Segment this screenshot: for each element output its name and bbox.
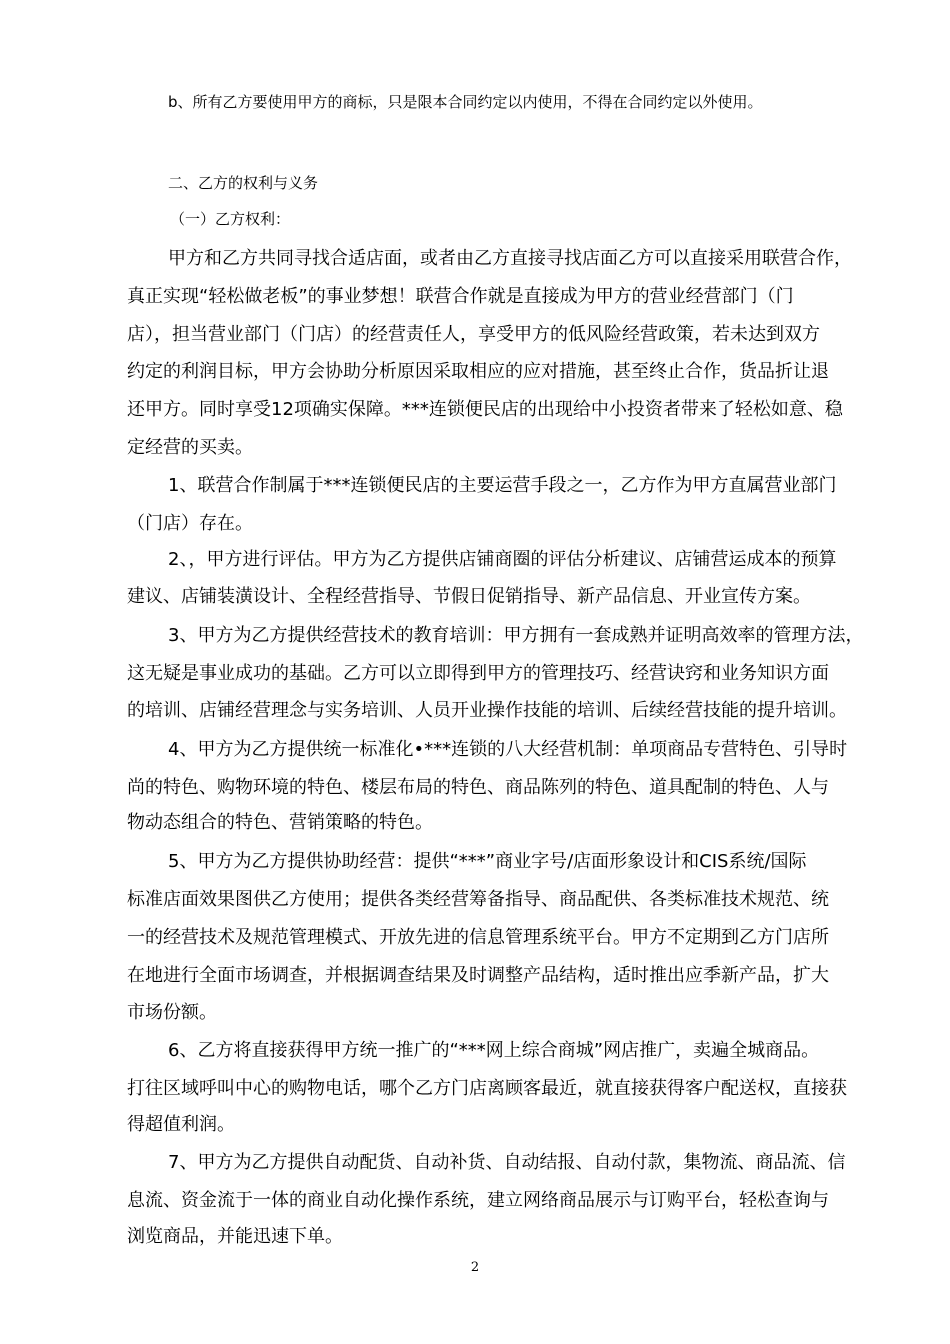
item-4-line: 4、甲方为乙方提供统一标准化•***连锁的八大经营机制：单项商品专营特色、引导时 (168, 739, 848, 760)
paragraph-line: 定经营的买卖。 (127, 437, 253, 458)
paragraph-line: 店），担当营业部门（门店）的经营责任人，享受甲方的低风险经营政策，若未达到双方 (127, 324, 820, 345)
item-6-line: 6、乙方将直接获得甲方统一推广的“***网上综合商城”网店推广，卖遍全城商品。 (168, 1040, 820, 1061)
item-7-line: 7、甲方为乙方提供自动配货、自动补货、自动结报、自动付款，集物流、商品流、信 (168, 1152, 846, 1173)
item-2-line: 建议、店铺装潢设计、全程经营指导、节假日促销指导、新产品信息、开业宣传方案。 (127, 586, 811, 607)
subsection-heading: （一）乙方权利： (170, 210, 291, 228)
item-6-line: 得超值利润。 (127, 1114, 235, 1135)
item-7-line: 浏览商品，并能迅速下单。 (127, 1226, 343, 1247)
item-1-line: 1、联营合作制属于***连锁便民店的主要运营手段之一，乙方作为甲方直属营业部门 (168, 475, 837, 496)
item-5-line: 在地进行全面市场调查，并根据调查结果及时调整产品结构，适时推出应季新产品，扩大 (127, 965, 829, 986)
item-7-line: 息流、资金流于一体的商业自动化操作系统，建立网络商品展示与订购平台，轻松查询与 (127, 1190, 829, 1211)
item-5-line: 5、甲方为乙方提供协助经营：提供“***”商业字号/店面形象设计和CIS系统/国际 (168, 851, 807, 872)
paragraph-line: 约定的利润目标，甲方会协助分析原因采取相应的应对措施，甚至终止合作，货品折让退 (127, 361, 829, 382)
item-4-line: 尚的特色、购物环境的特色、楼层布局的特色、商品陈列的特色、道具配制的特色、人与 (127, 777, 829, 798)
item-6-line: 打往区域呼叫中心的购物电话，哪个乙方门店离顾客最近，就直接获得客户配送权，直接获 (127, 1078, 847, 1099)
item-2-line: 2、，甲方进行评估。甲方为乙方提供店铺商圈的评估分析建议、店铺营运成本的预算 (168, 549, 837, 570)
item-1-line: （门店）存在。 (127, 513, 253, 534)
item-3-line: 的培训、店铺经营理念与实务培训、人员开业操作技能的培训、后续经营技能的提升培训。 (127, 700, 847, 721)
item-5-line: 市场份额。 (127, 1002, 217, 1023)
item-5-line: 一的经营技术及规范管理模式、开放先进的信息管理系统平台。甲方不定期到乙方门店所 (127, 927, 829, 948)
item-3-line: 3、甲方为乙方提供经营技术的教育培训：甲方拥有一套成熟并证明高效率的管理方法， (168, 625, 864, 646)
paragraph-line: 真正实现“轻松做老板”的事业梦想！联营合作就是直接成为甲方的营业经营部门（门 (127, 286, 794, 307)
paragraph-line: 甲方和乙方共同寻找合适店面，或者由乙方直接寻找店面乙方可以直接采用联营合作， (168, 248, 852, 269)
section-heading: 二、乙方的权利与义务 (168, 174, 319, 192)
clause-b-line: b、所有乙方要使用甲方的商标，只是限本合同约定以内使用，不得在合同约定以外使用。 (168, 93, 763, 111)
page-number: 2 (470, 1260, 480, 1275)
item-3-line: 这无疑是事业成功的基础。乙方可以立即得到甲方的管理技巧、经营诀窍和业务知识方面 (127, 663, 829, 684)
paragraph-line: 还甲方。同时享受12项确实保障。***连锁便民店的出现给中小投资者带来了轻松如意、稳 (127, 399, 843, 420)
item-4-line: 物动态组合的特色、营销策略的特色。 (127, 812, 433, 833)
item-5-line: 标准店面效果图供乙方使用；提供各类经营筹备指导、商品配供、各类标准技术规范、统 (127, 889, 829, 910)
